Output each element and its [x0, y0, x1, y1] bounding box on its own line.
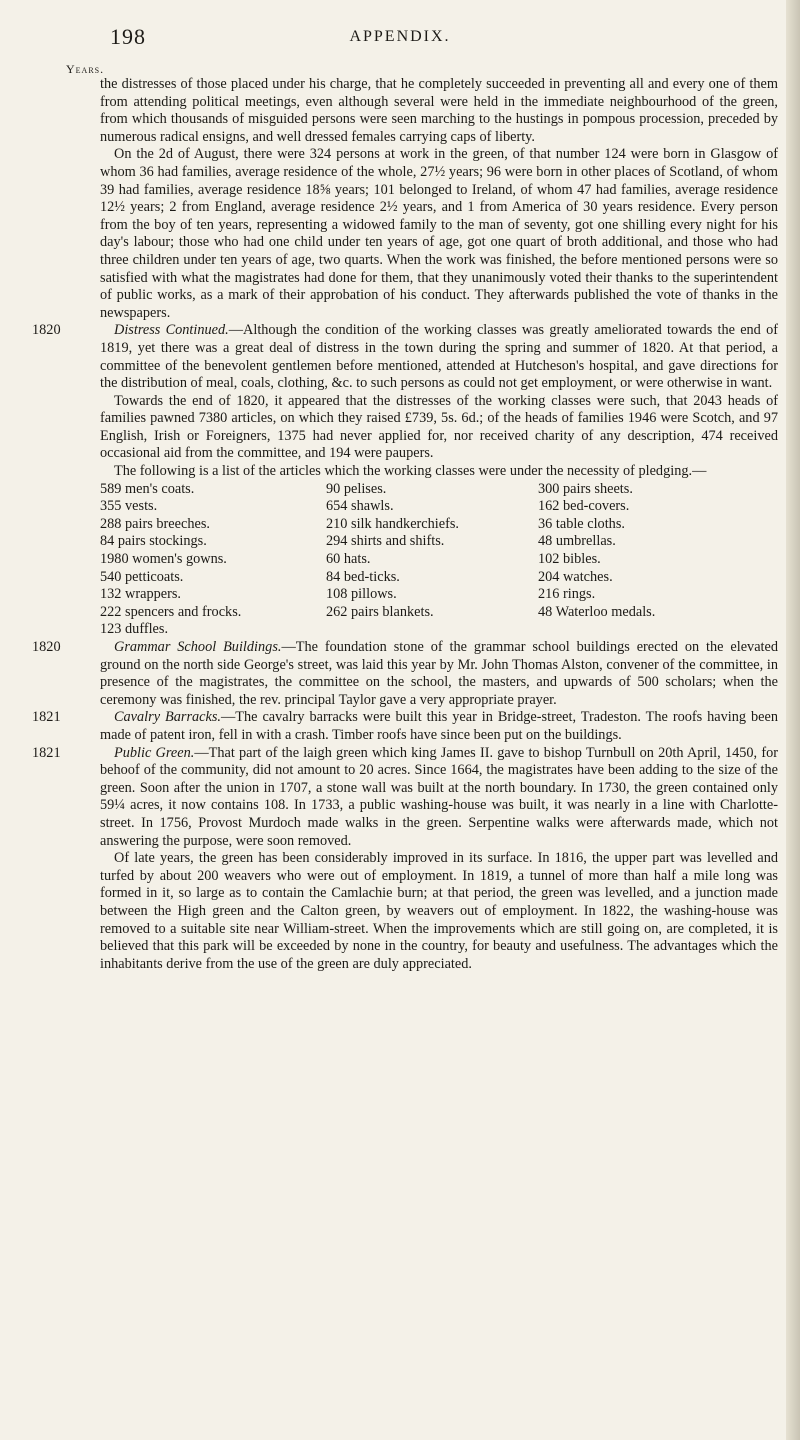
year-label: 1821 — [32, 744, 61, 761]
list-item: 84 bed-ticks. — [326, 568, 400, 585]
paragraph: Towards the end of 1820, it appeared that the distresses of the working classes were such, that 2043 heads of families pawned 7380 articles, on which they raised £739, 5s. 6d.; of the heads of families 1946 were Scotch, and 97 English, Irish or Foreigners, 1375 had never applied for, nor received charity of any description, 474 received occasional aid from the committee, and 194 were paupers. — [100, 392, 778, 462]
list-item: 222 spencers and frocks. — [100, 603, 242, 620]
list-item: 84 pairs stockings. — [100, 533, 207, 550]
list-item: 48 umbrellas. — [538, 533, 616, 550]
list-item: 60 hats. — [326, 551, 371, 568]
paragraph-text: —The cavalry barracks were built this year in Bridge-street, Tradeston. The roofs having been made of patent iron, fell in with a crash. Timber roofs have since been put on the buildings. — [100, 709, 778, 743]
year-label: 1820 — [32, 639, 61, 655]
articles-list — [100, 481, 778, 622]
articles-column — [312, 481, 524, 622]
running-head: APPENDIX. — [349, 28, 451, 45]
list-item: 162 bed-covers. — [538, 498, 630, 515]
list-item: 132 wrappers. — [100, 586, 181, 603]
list-item: 262 pairs blankets. — [326, 603, 434, 620]
paragraph-text: —Although the condition of the working classes was greatly ameliorated towards the end of 1819, yet there was a great deal of distress in the town during the spring and summer of 1820. At that period, a committee of the benevolent gentlemen before mentioned, attended at Hutcheson's hospital, and gave directions for the distribution of meal, coals, clothing, &c. to such persons as could not get employment, or were otherwise in want. — [100, 322, 778, 392]
paragraph-text: —That part of the laigh green which king James II. gave to bishop Turnbull on 20th April, 1450, for behoof of the community, did not amount to 20 acres. Since 1664, the magistrates have been adding to the size of the green. Soon after the union in 1707, a stone wall was built at the north boundary. In 1730, the green contained only 59¼ acres, it now contains 108. In 1733, a public washing-house was built, it was nearly in a line with Charlotte-street. In 1756, Provost Murdoch made walks in the green. Serpentine walks were afterwards made, which not answering the purpose, were soon removed. — [100, 744, 778, 849]
dated-paragraph — [32, 639, 779, 709]
list-item: 654 shawls. — [326, 498, 394, 515]
list-item: 204 watches. — [538, 568, 613, 585]
page-number: 198 — [110, 24, 146, 49]
section-heading: Public Green. — [114, 744, 195, 761]
list-item: 1980 women's gowns. — [100, 551, 227, 568]
dated-paragraph — [32, 744, 778, 851]
section-heading: Grammar School Buildings. — [114, 639, 282, 655]
dated-paragraph — [32, 322, 778, 392]
section-heading: Cavalry Barracks. — [114, 709, 221, 726]
section-heading: Distress Continued. — [114, 322, 229, 339]
list-item: 589 men's coats. — [100, 480, 195, 497]
list-item: 48 Waterloo medals. — [538, 603, 656, 620]
paragraph: The following is a list of the articles which the working classes were under the necessity of pledging.— — [114, 463, 707, 480]
body-text — [32, 76, 779, 973]
paragraph-text: —The foundation stone of the grammar school buildings erected on the elevated ground on the north side George's street, was laid this year by Mr. John Thomas Alston, convener of the committee, in presence of the magistrates, the committee on the school, the masters, and upwards of 500 scholars; when the ceremony was finished, the rev. principal Taylor gave a very appropriate prayer. — [100, 639, 779, 708]
list-item: 355 vests. — [100, 498, 158, 515]
dated-paragraph — [32, 709, 778, 744]
page-header — [0, 24, 800, 54]
articles-column — [100, 481, 312, 622]
list-item: 90 pelises. — [326, 480, 387, 497]
list-item: 36 table cloths. — [538, 515, 625, 532]
paragraph: the distresses of those placed under his charge, that he completely succeeded in preventing all and every one of them from attending political meetings, even although several were held in the immediate neighbourhood of the green, from which thousands of misguided persons were seen marching to the hustings in pompous procession, preceded by numerous radical ensigns, and well dressed females carrying caps of liberty. — [100, 76, 778, 145]
list-item: 108 pillows. — [326, 586, 397, 603]
paragraph: Of late years, the green has been considerably improved in its surface. In 1816, the upper part was levelled and turfed by about 200 weavers who were out of employment. In 1819, a tunnel of more than half a mile long was formed in it, so large as to contain the Camlachie burn; at that period, the green was levelled, and a junction made between the High green and the Calton green, by weavers out of employment. In 1822, the washing-house was removed to a suitable site near William-street. When the improvements which are still going on, are completed, it is believed that this park will be exceeded by none in the country, for beauty and usefulness. The advantages which the inhabitants derive from the use of the green are duly appreciated. — [100, 850, 778, 972]
year-label: 1821 — [32, 709, 61, 726]
articles-column — [524, 481, 778, 622]
list-item: 288 pairs breeches. — [100, 515, 210, 532]
list-item: 216 rings. — [538, 586, 596, 603]
paragraph: On the 2d of August, there were 324 persons at work in the green, of that number 124 were born in Glasgow of whom 36 had families, average residence of the whole, 27½ years; 96 were born in other places of Scotland, of whom 39 had families, average residence 18⅝ years; 101 belonged to Ireland, of whom 47 had families, average residence 12½ years; 2 from England, average residence 2½ years, and 1 from America of 30 years residence. Every person from the boy of ten years, representing a widowed family to the man of seventy, got one shilling every night for his day's labour; those who had one child under ten years of age, got one quart of broth additional, and those who had three children under ten years of age, two quarts. When the work was finished, the before mentioned persons were so satisfied with what the magistrates had done for them, that they unanimously voted their thanks to the superintendent of public works, as a mark of their approbation of his conduct. They afterwards published the vote of thanks in the newspapers. — [100, 146, 778, 321]
year-label: 1820 — [32, 322, 61, 339]
list-item: 102 bibles. — [538, 551, 601, 568]
list-item: 123 duffles. — [100, 621, 169, 638]
list-item: 540 petticoats. — [100, 568, 184, 585]
list-item: 300 pairs sheets. — [538, 480, 633, 497]
list-item: 210 silk handkerchiefs. — [326, 515, 460, 532]
margin-label-years: Years. — [66, 62, 105, 76]
page-edge — [786, 0, 800, 1440]
list-item: 294 shirts and shifts. — [326, 533, 445, 550]
